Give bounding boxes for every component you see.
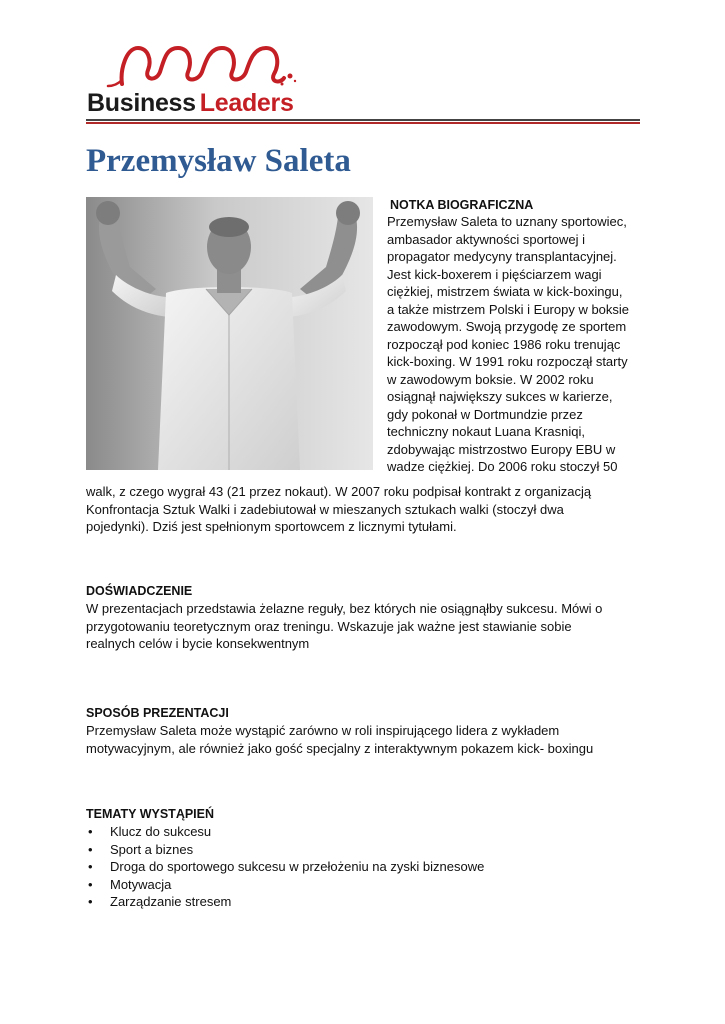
bio-line: Przemysław Saleta to uznany sportowiec, [387, 214, 627, 229]
header-divider [86, 119, 640, 121]
bullet-icon: • [88, 876, 93, 892]
bio-line: rozpoczął pod koniec 1986 roku trenując [387, 336, 621, 352]
topic-label: Sport a biznes [110, 841, 194, 857]
bio-line: propagator medycyny transplantacyjnej. [387, 249, 617, 264]
presentation-line: Przemysław Saleta może wystąpić zarówno w roli inspirującego lidera z wykładem [86, 723, 560, 738]
bio-line: zawodowym. Swoją przygodę ze sportem [387, 319, 627, 334]
presentation-heading: SPOSÓB PREZENTACJI [86, 706, 229, 720]
header-divider-accent [86, 122, 640, 124]
list-item [86, 876, 484, 894]
bio-paragraph [387, 213, 637, 476]
bio-line: ciężkiej, mistrzem świata w kick-boxingu, [387, 284, 623, 299]
bullet-icon: • [88, 894, 93, 910]
presentation-paragraph [86, 722, 646, 757]
bullet-icon: • [88, 841, 93, 857]
experience-paragraph [86, 600, 646, 653]
bullet-icon: • [88, 859, 93, 875]
topics-list [86, 823, 484, 911]
list-item [86, 823, 484, 841]
logo-swirl-icon [86, 40, 326, 92]
bio-line: zdobywając mistrzostwo Europy EBU w [387, 441, 616, 457]
business-leaders-logo [86, 40, 326, 122]
bio-line: Konfrontacja Sztuk Walki i zadebiutował w mieszanych sztukach walki (stoczył dwa [86, 501, 564, 517]
experience-line: przygotowaniu teoretycznym oraz treningu. Wskazuje jak ważne jest stawianie sobie [86, 618, 572, 634]
experience-line: W prezentacjach przedstawia żelazne reguły, bez których nie osiągnąłby sukcesu. Mówi o [86, 601, 603, 616]
bio-heading: NOTKA BIOGRAFICZNA [390, 198, 534, 212]
experience-line: realnych celów i bycie konsekwentnym [86, 636, 310, 651]
bullet-icon: • [88, 824, 93, 839]
bio-line: pojedynki). Dziś jest spełnionym sportowcem z licznymi tytułami. [86, 519, 457, 534]
bio-line: a także mistrzem Polski i Europy w boksie [387, 301, 630, 317]
list-item [86, 858, 484, 876]
bio-line: gdy pokonał w Dortmundzie przez [387, 406, 583, 422]
topic-label: Droga do sportowego sukcesu w przełożeniu na zyski biznesowe [110, 859, 485, 875]
topics-heading: TEMATY WYSTĄPIEŃ [86, 807, 215, 821]
bio-line: ambasador aktywności sportowej i [387, 231, 585, 247]
logo-word-business: Business [87, 89, 196, 117]
experience-heading: DOŚWIADCZENIE [86, 584, 193, 598]
bio-line: kick-boxing. W 1991 roku rozpoczął starty [387, 354, 628, 369]
topic-label: Zarządzanie stresem [110, 894, 232, 910]
bio-line: w zawodowym boksie. W 2002 roku [387, 371, 594, 387]
bio-paragraph-continued [86, 483, 646, 536]
bio-line: osiągnął największy sukces w karierze, [387, 389, 613, 404]
page-title: Przemysław Saleta [86, 143, 351, 179]
logo-word-leaders: Leaders [199, 89, 294, 117]
bio-line: techniczny nokaut Luana Krasniqi, [387, 424, 586, 439]
portrait-photo-icon [86, 197, 373, 470]
portrait-photo [86, 197, 373, 470]
bio-line: wadze ciężkiej. Do 2006 roku stoczył 50 [387, 459, 618, 474]
bio-line: walk, z czego wygrał 43 (21 przez nokaut). W 2007 roku podpisał kontrakt z organizacją [86, 484, 592, 499]
list-item [86, 893, 484, 911]
topic-label: Klucz do sukcesu [110, 824, 212, 839]
bio-line: Jest kick-boxerem i pięściarzem wagi [387, 266, 602, 282]
topic-label: Motywacja [110, 876, 172, 892]
logo-wordmark [87, 88, 294, 118]
presentation-line: motywacyjnym, ale również jako gość specjalny z interaktywnym pokazem kick- boxingu [86, 740, 594, 756]
list-item [86, 841, 484, 859]
